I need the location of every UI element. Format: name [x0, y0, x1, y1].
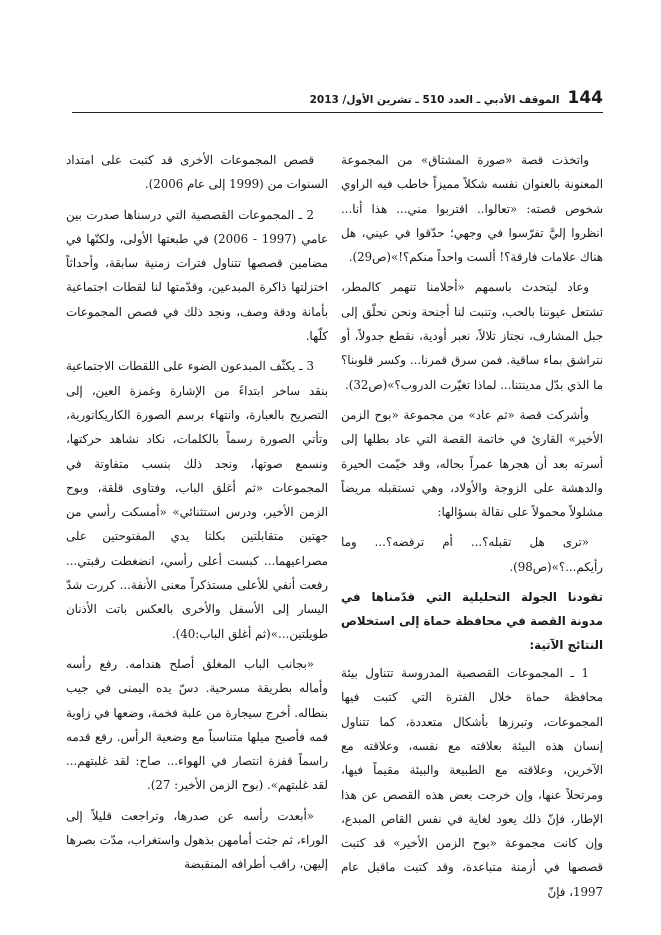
right-column	[341, 148, 603, 910]
paragraph: 3 ـ يكثّف المبدعون الضوء على اللقطات الاجتماعية بنقد ساخر ابتداءً من الإشارة وغمزة العين، إلى التصريح بالعبارة، وانتهاء برسم الصورة الكاريكاتورية، وتأتي الصورة رسماً بالكلمات، نكاد نشاهد حركتها، ونسمع صوتها، ونجد ذلك بنسب متفاوتة في المجموعات «ثم أغلق الباب، وفتاوى قلقة، وبوح الزمن الأخير، ودرس استثنائي» «أمسكت رأسي من جهتين متقابلتين بكلتا يدي المفتوحتين على مصراعيهما... كبست أعلى رأسي، انضغطت رقبتي... رفعت أنفي للأعلى مستذكراً معنى الأنفة... كررت شدّ اليسار إلى الأسفل والأخرى بالعكس باتت الأذنان طويلتين...»(ثم أغلق الباب:40).	[66, 359, 328, 641]
paragraph: وأشركت قصة «ثم عاد» من مجموعة «بوح الزمن الأخير» القارئ في خاتمة القصة التي عاد بطلها إلى أسرته بعد أن هجرها عمراً بحاله، وقد خيّمت الحيرة والدهشة على الزوجة والأولاد، وهي تستقبله مريضاً مشلولاً محمولاً على نقالة بسؤالها:	[341, 407, 603, 520]
paragraph: قصص المجموعات الأخرى قد كتبت على امتداد السنوات من (1999 إلى عام 2006).	[66, 153, 328, 192]
paragraph: 2 ـ المجموعات القصصية التي درسناها صدرت بين عامي (1997 - 2006) في طبعتها الأولى، ولكنّها في مضامين قصصها تتناول فترات زمنية سابقة، وأحداثاً اختزلتها ذاكرة المبدعين، وقدّمتها لنا لقطات اجتماعية بأمانة ودقة وصف، ونجد ذلك في قصص المجموعات كلّها.	[66, 207, 328, 344]
paragraph: 1 ـ المجموعات القصصية المدروسة تتناول بيئة محافظة حماة خلال الفترة التي كتبت فيها المجموعات، وتبرزها بأشكال متعددة، كما تتناول إنسان هذه البيئة بعلاقته مع نفسه، وعلاقته مع الآخرين، وعلاقته مع الطبيعة والبيئة مقيماً فيها، ومرتحلاً عنها، وإن خرجت بعض هذه القصص عن هذا الإطار، فإنّ ذلك يعود لغاية في نفس القاص المبدع، وإن كانت مجموعة «بوح الزمن الأخير» قد كتبت قصصها في أزمنة متباعدة، وقد كتبت ماقبل عام 1997، فإنّ	[341, 666, 603, 899]
paragraph: واتخذت قصة «صورة المشتاق» من المجموعة المعنونة بالعنوان نفسه شكلاً مميزاً خاطب فيه الراوي شخوص قصته: «تعالوا.. اقتربوا مني... هذا أنا... انظروا إليَّ تفرّسوا في وجهي؛ حدّقوا في عيني، هل هناك علامات فارقة؟! ألست واحداً منكم؟!»(ص29).	[341, 153, 603, 265]
header-rule	[72, 112, 603, 113]
section-heading: تقودنا الجولة التحليلية التي قدّمناها في مدونة القصة في محافظة حماة إلى استخلاص النتائج الآتية:	[341, 590, 603, 653]
paragraph: «أبعدت رأسه عن صدرها، وتراجعت قليلاً إلى الوراء، ثم جثت أمامهن بذهول واستغراب، مدّت بصرها إليهن، راقب أطرافه المنقبضة	[66, 808, 328, 872]
page-header	[309, 88, 603, 108]
page-number: 144	[567, 88, 603, 108]
left-column	[66, 148, 328, 883]
paragraph: «ترى هل تقبله؟... أم ترفضه؟... وما رأيكم...؟»(ص98).	[341, 535, 603, 574]
paragraph: وعاد ليتحدث باسمهم «أحلامنا تنهمر كالمطر، تشتعل عيوننا بالحب، وتنبت لنا أجنحة ونحن نحلّق إلى جبل المشارف، نجتاز تلالاً، نعبر أودية، نقطع جدولاً، أو نتراشق بماء ساقية. فمن سرق قمرنا... وكسر قلوبنا؟ ما الذي بدّل مدينتنا... لماذا تغيّرت الدروب؟»(ص32).	[341, 280, 603, 392]
paragraph: «بجانب الباب المغلق أصلح هندامه. رفع رأسه وأماله بطريقة مسرحية. دسّ يده اليمنى في جيب بنطاله. أخرج سيجارة من علبة فخمة، وضعها في زاوية فمه فأصبح ميلها متناسباً مع وضعية الرأس. رفع قدمه راسماً قفزة انتصار في الهواء... صاح: لقد غلبتهم... لقد غلبتهم». (بوح الزمن الأخير: 27).	[66, 656, 328, 793]
running-title: الموقف الأدبي ـ العدد 510 ـ تشرين الأول/ 2013	[309, 94, 560, 106]
